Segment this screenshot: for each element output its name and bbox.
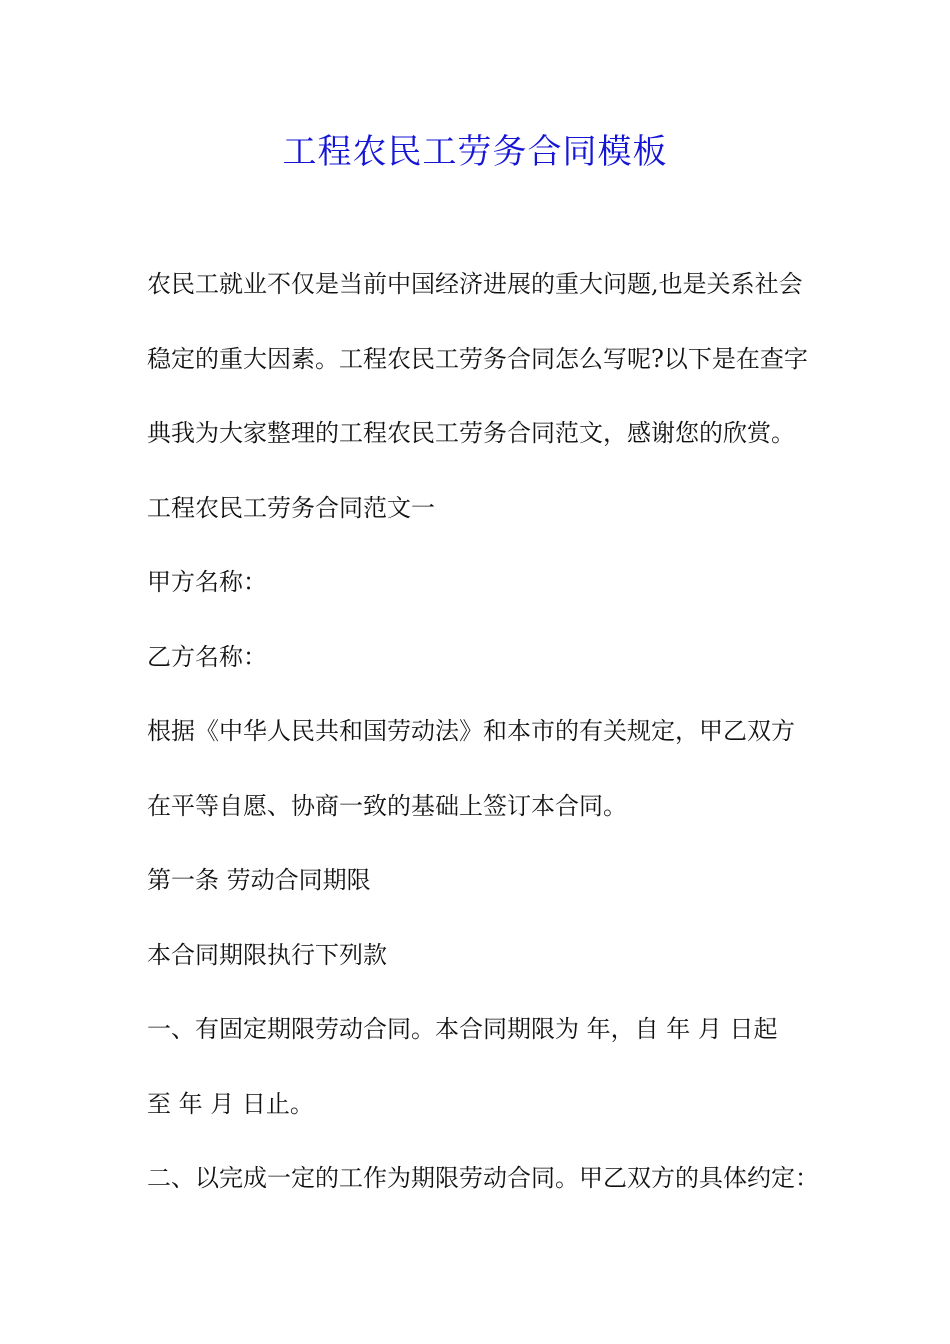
document-body — [147, 260, 817, 1229]
clause-item: 二、以完成一定的工作为期限劳动合同。甲乙双方的具体约定： — [147, 1164, 819, 1192]
clause-item: 至 年 月 日止。 — [147, 1089, 314, 1118]
paragraph-line: 农民工就业不仅是当前中国经济进展的重大问题,也是关系社会 — [147, 270, 803, 298]
party-b-name: 乙方名称： — [147, 642, 267, 671]
paragraph-line: 稳定的重大因素。工程农民工劳务合同怎么写呢?以下是在查字 — [147, 344, 808, 373]
paragraph-line: 本合同期限执行下列款 — [147, 940, 387, 969]
paragraph-line: 典我为大家整理的工程农民工劳务合同范文，感谢您的欣赏。 — [147, 419, 795, 447]
party-a-name: 甲方名称： — [147, 568, 267, 596]
paragraph-line: 在平等自愿、协商一致的基础上签订本合同。 — [147, 791, 627, 820]
article-heading: 第一条 劳动合同期限 — [147, 866, 371, 894]
section-heading: 工程农民工劳务合同范文一 — [147, 493, 435, 522]
document-title: 工程农民工劳务合同模板 — [282, 132, 668, 172]
paragraph-line: 根据《中华人民共和国劳动法》和本市的有关规定，甲乙双方 — [147, 717, 795, 745]
clause-item: 一、有固定期限劳动合同。本合同期限为 年，自 年 月 日起 — [147, 1015, 778, 1043]
